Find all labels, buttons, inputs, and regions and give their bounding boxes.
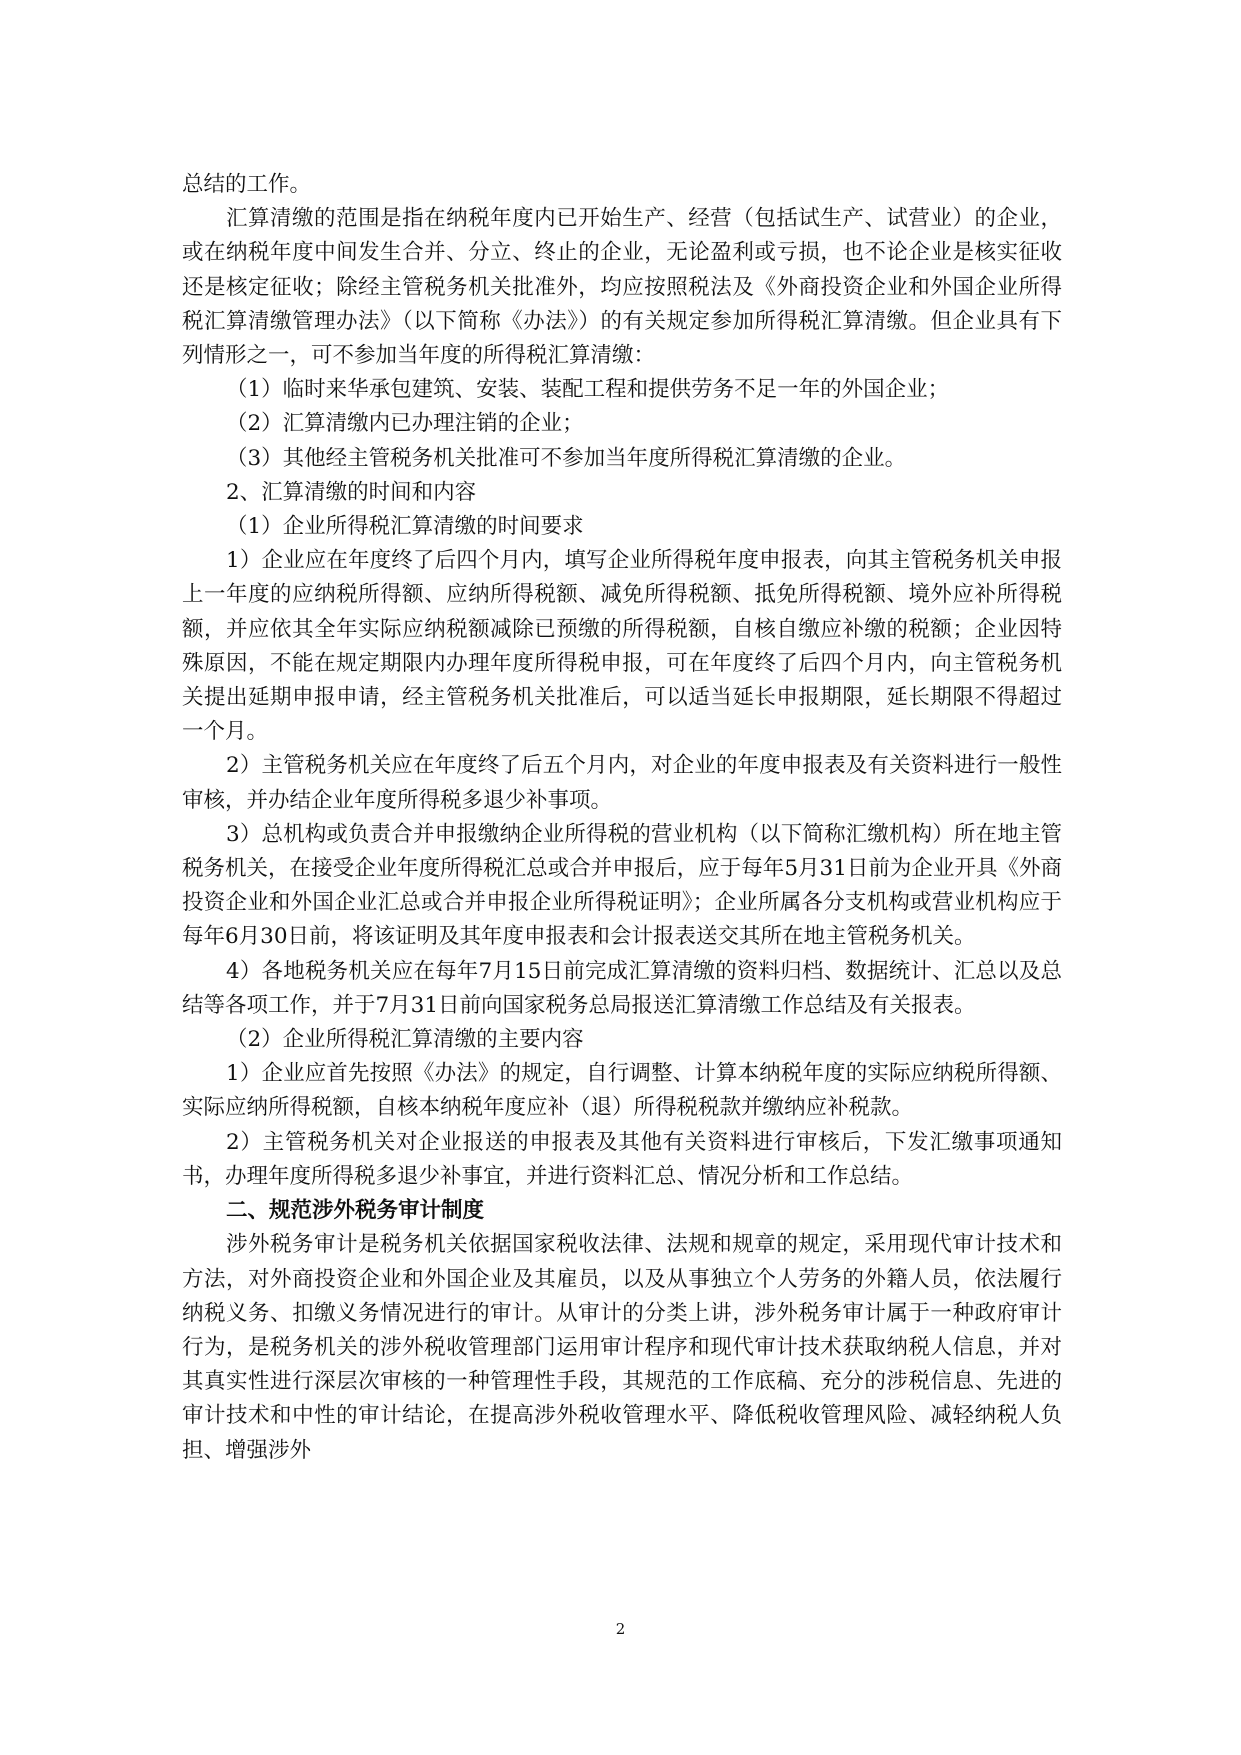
paragraph: 涉外税务审计是税务机关依据国家税收法律、法规和规章的规定，采用现代审计技术和方法，对外商投资企业和外国企业及其雇员，以及从事独立个人劳务的外籍人员，依法履行纳税义务、扣缴义务情况进行的审计。从审计的分类上讲，涉外税务审计属于一种政府审计行为，是税务机关的涉外税收管理部门运用审计程序和现代审计技术获取纳税人信息，并对其真实性进行深层次审核的一种管理性手段，其规范的工作底稿、充分的涉税信息、先进的审计技术和中性的审计结论，在提高涉外税收管理水平、降低税收管理风险、减轻纳税人负担、增强涉外 (182, 1232, 1062, 1463)
paragraph: 1）企业应在年度终了后四个月内，填写企业所得税年度申报表，向其主管税务机关申报上一年度的应纳税所得额、应纳所得税额、减免所得税额、抵免所得税额、境外应补所得税额，并应依其全年实际应纳税额减除已预缴的所得税额，自核自缴应补缴的税额；企业因特殊原因，不能在规定期限内办理年度所得税申报，可在年度终了后四个月内，向主管税务机关提出延期申报申请，经主管税务机关批准后，可以适当延长申报期限，延长期限不得超过一个月。 (182, 548, 1062, 745)
paragraph: 总结的工作。 (182, 172, 312, 197)
subheading: （2）企业所得税汇算清缴的主要内容 (226, 1027, 584, 1053)
page-number: 2 (615, 1620, 626, 1638)
paragraph: 汇算清缴的范围是指在纳税年度内已开始生产、经营（包括试生产、试营业）的企业，或在纳税年度中间发生合并、分立、终止的企业，无论盈利或亏损，也不论企业是核实征收还是核定征收；除经主管税务机关批准外，均应按照税法及《外商投资企业和外国企业所得税汇算清缴管理办法》（以下简称《办法》）的有关规定参加所得税汇算清缴。但企业具有下列情形之一，可不参加当年度的所得税汇算清缴： (182, 206, 1062, 369)
list-item: （2）汇算清缴内已办理注销的企业； (226, 411, 584, 437)
subheading: 2、汇算清缴的时间和内容 (226, 479, 477, 505)
subheading: （1）企业所得税汇算清缴的时间要求 (226, 514, 584, 540)
paragraph: 4）各地税务机关应在每年7月15日前完成汇算清缴的资料归档、数据统计、汇总以及总结等各项工作，并于7月31日前向国家税务总局报送汇算清缴工作总结及有关报表。 (182, 958, 1062, 1018)
paragraph: 3）总机构或负责合并申报缴纳企业所得税的营业机构（以下简称汇缴机构）所在地主管税务机关，在接受企业年度所得税汇总或合并申报后，应于每年5月31日前为企业开具《外商投资企业和外国企业汇总或合并申报企业所得税证明》；企业所属各分支机构或营业机构应于每年6月30日前，将该证明及其年度申报表和会计报表送交其所在地主管税务机关。 (182, 821, 1062, 950)
paragraph: 2）主管税务机关应在年度终了后五个月内，对企业的年度申报表及有关资料进行一般性审核，并办结企业年度所得税多退少补事项。 (182, 753, 1062, 813)
document-body (182, 168, 1062, 1468)
paragraph: 2）主管税务机关对企业报送的申报表及其他有关资料进行审核后，下发汇缴事项通知书，办理年度所得税多退少补事宜，并进行资料汇总、情况分析和工作总结。 (182, 1129, 1062, 1189)
list-item: （3）其他经主管税务机关批准可不参加当年度所得税汇算清缴的企业。 (226, 445, 907, 471)
section-heading: 二、规范涉外税务审计制度 (226, 1198, 485, 1224)
paragraph: 1）企业应首先按照《办法》的规定，自行调整、计算本纳税年度的实际应纳税所得额、实际应纳所得税额，自核本纳税年度应补（退）所得税税款并缴纳应补税款。 (182, 1061, 1062, 1121)
list-item: （1）临时来华承包建筑、安装、装配工程和提供劳务不足一年的外国企业； (226, 377, 950, 403)
